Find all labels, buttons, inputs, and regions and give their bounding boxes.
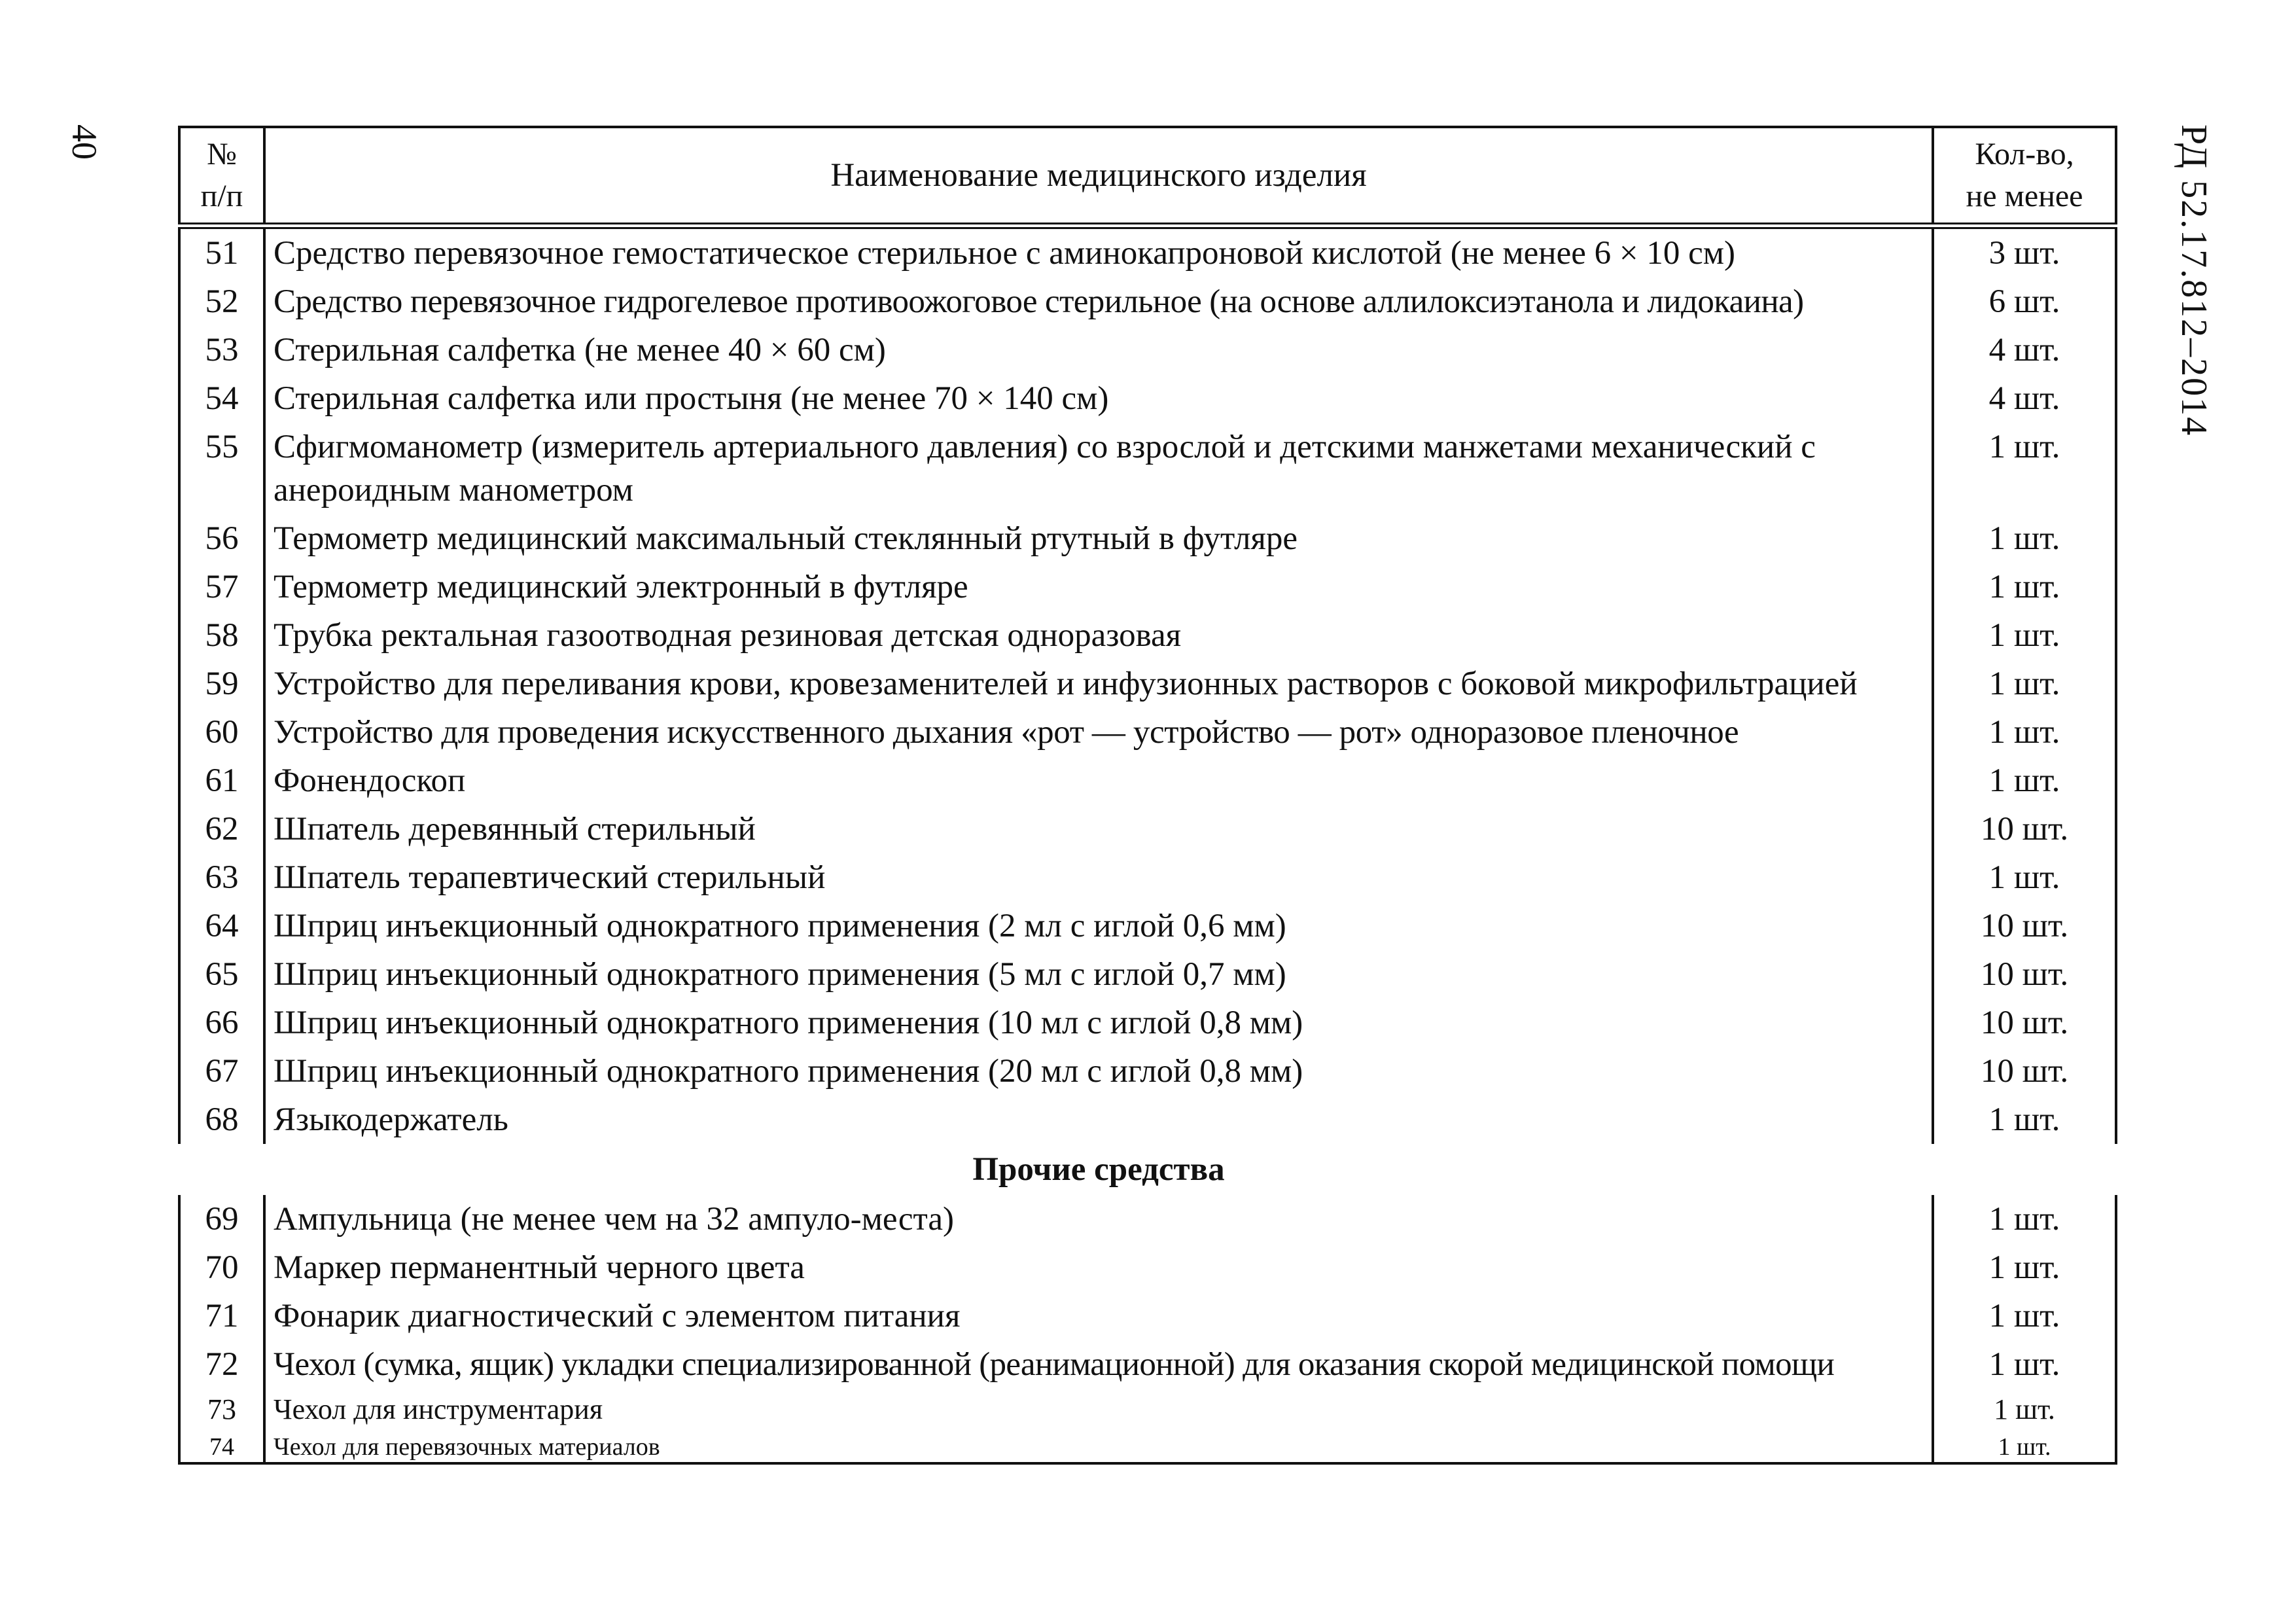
row-quantity: 1 шт. bbox=[1933, 423, 2116, 514]
row-quantity: 10 шт. bbox=[1933, 1047, 2116, 1096]
row-number: 64 bbox=[179, 902, 264, 950]
row-quantity: 1 шт. bbox=[1933, 757, 2116, 805]
row-number: 55 bbox=[179, 423, 264, 514]
row-quantity: 1 шт. bbox=[1933, 853, 2116, 902]
table-body bbox=[179, 226, 2116, 1463]
row-quantity: 1 шт. bbox=[1933, 660, 2116, 708]
table-row bbox=[179, 374, 2116, 423]
row-number: 71 bbox=[179, 1292, 264, 1340]
table-row bbox=[179, 277, 2116, 326]
row-quantity: 10 шт. bbox=[1933, 950, 2116, 999]
row-number: 58 bbox=[179, 611, 264, 660]
row-item-name: Стерильная салфетка или простыня (не менее 70 × 140 см) bbox=[264, 374, 1933, 423]
row-quantity: 1 шт. bbox=[1933, 1292, 2116, 1340]
row-quantity: 4 шт. bbox=[1933, 326, 2116, 374]
table-row bbox=[179, 563, 2116, 611]
row-item-name: Шприц инъекционный однократного применения (2 мл с иглой 0,6 мм) bbox=[264, 902, 1933, 950]
row-item-name: Фонендоскоп bbox=[264, 757, 1933, 805]
row-quantity: 1 шт. bbox=[1933, 708, 2116, 757]
section-heading-row bbox=[179, 1144, 2116, 1195]
table-row bbox=[179, 514, 2116, 563]
table-row bbox=[179, 853, 2116, 902]
row-number: 61 bbox=[179, 757, 264, 805]
table-row bbox=[179, 902, 2116, 950]
row-quantity: 1 шт. bbox=[1933, 514, 2116, 563]
row-number: 74 bbox=[179, 1431, 264, 1463]
medical-items-table bbox=[178, 126, 2117, 1465]
table-row bbox=[179, 1195, 2116, 1243]
table-row bbox=[179, 1389, 2116, 1431]
row-number: 60 bbox=[179, 708, 264, 757]
table-header-row bbox=[179, 127, 2116, 226]
row-quantity: 3 шт. bbox=[1933, 226, 2116, 277]
row-number: 68 bbox=[179, 1096, 264, 1144]
row-number: 69 bbox=[179, 1195, 264, 1243]
row-number: 62 bbox=[179, 805, 264, 853]
row-item-name: Термометр медицинский электронный в футляре bbox=[264, 563, 1933, 611]
table-row bbox=[179, 326, 2116, 374]
table-row bbox=[179, 999, 2116, 1047]
table-row bbox=[179, 611, 2116, 660]
row-quantity: 1 шт. bbox=[1933, 1340, 2116, 1389]
row-item-name: Чехол для перевязочных материалов bbox=[264, 1431, 1933, 1463]
row-item-name: Шприц инъекционный однократного применения (10 мл с иглой 0,8 мм) bbox=[264, 999, 1933, 1047]
row-item-name: Чехол (сумка, ящик) укладки специализированной (реанимационной) для оказания скорой медицинской помощи bbox=[264, 1340, 1933, 1389]
table-row bbox=[179, 805, 2116, 853]
table-row bbox=[179, 1431, 2116, 1463]
row-number: 65 bbox=[179, 950, 264, 999]
table-row bbox=[179, 1340, 2116, 1389]
row-item-name: Средство перевязочное гемостатическое стерильное с аминокапроновой кислотой (не менее 6 × 10 см) bbox=[264, 226, 1933, 277]
row-number: 63 bbox=[179, 853, 264, 902]
row-number: 51 bbox=[179, 226, 264, 277]
row-quantity: 4 шт. bbox=[1933, 374, 2116, 423]
row-number: 56 bbox=[179, 514, 264, 563]
table-row bbox=[179, 226, 2116, 277]
row-quantity: 10 шт. bbox=[1933, 999, 2116, 1047]
row-quantity: 1 шт. bbox=[1933, 1431, 2116, 1463]
table-row bbox=[179, 660, 2116, 708]
row-item-name: Шприц инъекционный однократного применения (20 мл с иглой 0,8 мм) bbox=[264, 1047, 1933, 1096]
row-quantity: 1 шт. bbox=[1933, 563, 2116, 611]
header-item-name: Наименование медицинского изделия bbox=[264, 127, 1933, 226]
row-item-name: Маркер перманентный черного цвета bbox=[264, 1243, 1933, 1292]
row-item-name: Шпатель деревянный стерильный bbox=[264, 805, 1933, 853]
table-row bbox=[179, 1292, 2116, 1340]
medical-items-table-container bbox=[178, 126, 2115, 1465]
table-row bbox=[179, 757, 2116, 805]
row-number: 59 bbox=[179, 660, 264, 708]
row-number: 53 bbox=[179, 326, 264, 374]
page-number: 40 bbox=[65, 124, 104, 160]
row-item-name: Стерильная салфетка (не менее 40 × 60 см) bbox=[264, 326, 1933, 374]
row-item-name: Шприц инъекционный однократного применения (5 мл с иглой 0,7 мм) bbox=[264, 950, 1933, 999]
table-row bbox=[179, 1243, 2116, 1292]
row-number: 54 bbox=[179, 374, 264, 423]
row-number: 67 bbox=[179, 1047, 264, 1096]
row-number: 66 bbox=[179, 999, 264, 1047]
row-number: 73 bbox=[179, 1389, 264, 1431]
row-quantity: 10 шт. bbox=[1933, 805, 2116, 853]
header-number: № п/п bbox=[179, 127, 264, 226]
row-item-name: Шпатель терапевтический стерильный bbox=[264, 853, 1933, 902]
row-quantity: 1 шт. bbox=[1933, 611, 2116, 660]
row-item-name: Чехол для инструментария bbox=[264, 1389, 1933, 1431]
row-item-name: Устройство для проведения искусственного дыхания «рот — устройство — рот» одноразовое пленочное bbox=[264, 708, 1933, 757]
row-quantity: 6 шт. bbox=[1933, 277, 2116, 326]
row-quantity: 1 шт. bbox=[1933, 1195, 2116, 1243]
row-item-name: Языкодержатель bbox=[264, 1096, 1933, 1144]
row-item-name: Термометр медицинский максимальный стеклянный ртутный в футляре bbox=[264, 514, 1933, 563]
row-quantity: 10 шт. bbox=[1933, 902, 2116, 950]
table-row bbox=[179, 708, 2116, 757]
row-item-name: Ампульница (не менее чем на 32 ампуло-места) bbox=[264, 1195, 1933, 1243]
row-item-name: Фонарик диагностический с элементом питания bbox=[264, 1292, 1933, 1340]
table-row bbox=[179, 423, 2116, 514]
row-quantity: 1 шт. bbox=[1933, 1243, 2116, 1292]
row-item-name: Устройство для переливания крови, кровезаменителей и инфузионных растворов с боковой микрофильтрацией bbox=[264, 660, 1933, 708]
row-number: 72 bbox=[179, 1340, 264, 1389]
row-quantity: 1 шт. bbox=[1933, 1389, 2116, 1431]
row-item-name: Трубка ректальная газоотводная резиновая детская одноразовая bbox=[264, 611, 1933, 660]
row-item-name: Средство перевязочное гидрогелевое противоожоговое стерильное (на основе аллилоксиэтанола и лидокаина) bbox=[264, 277, 1933, 326]
row-number: 57 bbox=[179, 563, 264, 611]
row-quantity: 1 шт. bbox=[1933, 1096, 2116, 1144]
row-item-name: Сфигмоманометр (измеритель артериального давления) со взрослой и детскими манжетами механический с анероидным манометром bbox=[264, 423, 1933, 514]
document-code: РД 52.17.812–2014 bbox=[2174, 124, 2214, 437]
table-row bbox=[179, 1047, 2116, 1096]
table-row bbox=[179, 1096, 2116, 1144]
section-title: Прочие средства bbox=[972, 1151, 1225, 1188]
table-row bbox=[179, 950, 2116, 999]
header-quantity: Кол-во, не менее bbox=[1933, 127, 2116, 226]
row-number: 52 bbox=[179, 277, 264, 326]
row-number: 70 bbox=[179, 1243, 264, 1292]
